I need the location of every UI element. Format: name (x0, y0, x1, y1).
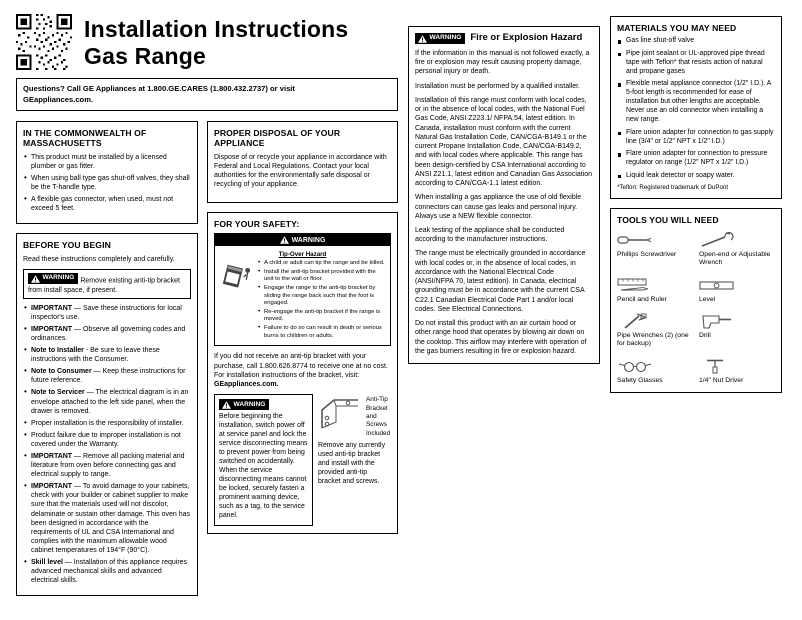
material-item: Liquid leak detector or soapy water. (617, 172, 775, 181)
hazard-title: Tip-Over Hazard (278, 251, 327, 259)
before-you-begin-section (16, 233, 198, 596)
list-item: • Skill level — Installation of this appliance requires advanced mechanical skills and advanced electrical skills. (23, 558, 191, 585)
paragraph: Installation must be performed by a qualified installer. (415, 82, 580, 90)
list-item: • IMPORTANT — Observe all governing codes and ordinances. (23, 325, 191, 343)
warning-bar (215, 234, 390, 246)
anti-tip-bracket-icon (318, 394, 362, 438)
list-item: • Note to Installer - Be sure to leave these instructions with the Consumer. (23, 346, 191, 364)
tip-over-hazard-icon (219, 260, 255, 341)
paragraph: If the information in this manual is not followed exactly, a fire or explosion may result causing property damage, personal injury or death. (415, 50, 590, 76)
tool-nut-driver: 1/4" Nut Driver (699, 358, 775, 385)
questions-box (16, 78, 398, 111)
material-item: Flexible metal appliance connector (1/2" I.D.). A 5-foot length is recommended for ease of installation but other lengths are acceptable. Never use an old connector when installing a new range. (617, 80, 775, 125)
hazard-item: • A child or adult can tip the range and be killed. (258, 260, 386, 267)
paragraph: Do not install this product with an air curtain hood or other range hood that operates by blowing air down on the cooktop. This airflow may interfere with operation of the gas burners resulting in fire or explosion hazard. (415, 320, 587, 355)
list-item: • Proper installation is the responsibility of installer. (23, 419, 191, 428)
fire-hazard-header (415, 33, 593, 44)
pencil-ruler-icon (617, 277, 693, 294)
tool-drill: Drill (699, 313, 775, 349)
level-icon (699, 277, 775, 294)
for-your-safety-section (207, 212, 398, 534)
remove-note: Remove any currently used anti-tip bracket and install with the provided anti-tip bracket and screws. (318, 442, 386, 486)
paragraph: Leak testing of the appliance shall be conducted according to the manufacturer instructions. (415, 226, 565, 244)
warning-label: WARNING (291, 236, 326, 244)
list-item (23, 153, 191, 171)
tool-level: Level (699, 277, 775, 304)
questions-line-1: Questions? Call GE Appliances at 1.800.GE.CARES (1.800.432.2737) or visit (23, 84, 295, 94)
hazard-item: • Re-engage the anti-tip bracket if the range is moved. (258, 309, 386, 324)
power-warning-box (214, 394, 313, 526)
list-item: • Note to Consumer — Keep these instructions for future reference. (23, 367, 191, 385)
fire-explosion-section (408, 26, 600, 364)
list-item (23, 195, 191, 213)
drill-icon (699, 313, 775, 330)
hazard-item: • Install the anti-tip bracket provided with the unit to the wall or floor. (258, 269, 386, 284)
page-header (16, 14, 398, 70)
list-item (23, 174, 191, 192)
screwdriver-icon (617, 232, 693, 249)
warning-triangle-icon (31, 275, 40, 283)
warning-label: WARNING (219, 399, 269, 410)
tool-safety-glasses: Safety Glasses (617, 358, 693, 385)
column-2 (207, 121, 398, 606)
list-item: • Note to Servicer — The electrical diagram is in an envelope attached to the left side panel, when the drawer is removed. (23, 388, 191, 415)
title-line-2: Gas Range (84, 43, 206, 70)
tool-pencil-and-ruler: Pencil and Ruler (617, 277, 693, 304)
item-text: This product must be installed by a licensed plumber or gas fitter. (31, 153, 167, 170)
section-title: TOOLS YOU WILL NEED (617, 215, 719, 226)
tools-grid (617, 232, 775, 386)
qr-code (16, 14, 72, 70)
paragraph: The range must be electrically grounded in accordance with local codes or, in the absence of local codes, in accordance with the National Electrical Code (ANSI/NFPA 70, latest edition). In Canada, electrical grounding must be in accordance with the current CSA C22.1 Canadian Electrical Code Part 1 and/or local codes. See Electrical Connections. (415, 250, 586, 313)
tool-phillips-screwdriver: Phillips Screwdriver (617, 232, 693, 268)
column-1 (16, 121, 198, 606)
tip-over-warning-box (214, 233, 391, 346)
intro-text: Read these instructions completely and carefully. (23, 255, 175, 263)
warning-triangle-icon (418, 35, 427, 43)
material-item: Gas line shut-off valve (617, 37, 775, 46)
section-title: BEFORE YOU BEGIN (23, 240, 111, 251)
safety-bottom-row (214, 394, 391, 526)
hazard-items (258, 260, 386, 341)
pipe-wrench-icon (617, 313, 693, 330)
power-warning-text: Before beginning the installation, switch power off at service panel and lock the service disconnecting means to prevent power from being switched on accidentally. When the service disconnecting means cannot be locked, securely fasten a prominent warning device, such as a tag, to the service panel. (219, 413, 308, 519)
tools-section (610, 208, 782, 393)
wrench-icon (699, 232, 775, 249)
page-title (84, 14, 348, 70)
warning-triangle-icon (222, 401, 231, 409)
item-text: A flexible gas connector, when used, must not exceed 5 feet. (31, 196, 174, 213)
paragraph: When installing a gas appliance the use of old flexible connectors can cause gas leaks and personal injury. Always use a NEW flexible connector. (415, 194, 582, 220)
warning-triangle-icon (280, 236, 289, 244)
questions-line-2: GEappliances.com. (23, 94, 94, 104)
teflon-footnote: *Teflon: Registered trademark of DuPont (617, 184, 729, 192)
warning-text: Remove existing anti-tip bracket from install space, if present. (28, 277, 180, 294)
item-text: When using ball type gas shut-off valves, they shall be the T-handle type. (31, 174, 190, 191)
anti-tip-warning-box (23, 269, 191, 299)
title-line-1: Installation Instructions (84, 16, 349, 42)
column-4 (610, 14, 782, 610)
material-item: Pipe joint sealant or UL-approved pipe thread tape with Teflon* that resists action of natural and propane gases (617, 50, 775, 77)
material-item: Flare union adapter for connection to gas supply line (3/4" or 1/2" NPT x 1/2" I.D.) (617, 129, 775, 147)
nut-driver-icon (699, 358, 775, 375)
column-3 (408, 14, 600, 610)
tool-adjustable-wrench: Open-end or Adjustable Wrench (699, 232, 775, 268)
left-zone (16, 14, 398, 610)
list-item: • IMPORTANT — To avoid damage to your cabinets, check with your builder or cabinet supplier to make sure that the materials used will not discolor, delaminate or sustain other damage. This oven has been designed in accordance with the requirements of UL and CSA International and complies with the maximum allowable wood cabinet temperatures of 194°F (90°C). (23, 482, 191, 555)
bracket-paragraph: If you did not receive an anti-tip bracket with your purchase, call 1.800.626.8774 to receive one at no cost. For installation instructions of the bracket, visit: GEappliances.com. (214, 353, 388, 389)
material-item: Flare union adapter for connection to pressure regulator on range (1/2" NPT x 1/2" I.D.) (617, 150, 775, 168)
list-item: • Product failure due to improper installation is not covered under the Warranty. (23, 431, 191, 449)
disposal-section (207, 121, 398, 203)
section-title: MATERIALS YOU MAY NEED (617, 23, 737, 33)
section-title: IN THE COMMONWEALTH OF MASSACHUSETTS (23, 127, 147, 149)
fire-hazard-title: Fire or Explosion Hazard (470, 32, 583, 43)
list-item: • IMPORTANT — Save these instructions for local inspector's use. (23, 304, 191, 322)
bracket-caption: Anti-Tip Bracket and Screws Included (366, 396, 391, 437)
columns-1-2 (16, 121, 398, 606)
tool-pipe-wrenches: Pipe Wrenches (2) (one for backup) (617, 313, 693, 349)
anti-tip-bracket-area (318, 394, 391, 526)
paragraph: Installation of this range must conform with local codes, or in the absence of local codes, with the National Fuel Gas Code, ANSI Z223.1/ NFPA.54, latest edition. In Canada, installation must conform with the current Natural Gas Installation Code, CAN/CGA-B149.1 or the current Propane Installation Code, CAN/CGA-B149.2, and with local codes where applicable. This range has been design-certified by CSA International according to ANSI Z21.1, latest edition and Canadian Gas Association according to CAN/CGA-1.1 latest edition. (415, 96, 593, 188)
hazard-item: • Failure to do so can result in death or serious burns to children or adults. (258, 325, 386, 340)
section-title: FOR YOUR SAFETY: (214, 218, 300, 229)
materials-section (610, 16, 782, 199)
safety-glasses-icon (617, 358, 693, 375)
massachusetts-section (16, 121, 198, 225)
hazard-item: • Engage the range to the anti-tip bracket by sliding the range back such that the foot is engaged. (258, 285, 386, 307)
list-item: • IMPORTANT — Remove all packing material and literature from oven before connecting gas and electrical supply to range. (23, 452, 191, 479)
section-title: PROPER DISPOSAL OF YOUR APPLIANCE (214, 127, 341, 149)
disposal-text: Dispose of or recycle your appliance in accordance with Federal and Local Regulations. Contact your local authorities for the environmentally safe disposal or recycling of your appliance. (214, 153, 387, 189)
warning-label: WARNING (415, 33, 465, 44)
warning-label: WARNING (28, 273, 78, 284)
